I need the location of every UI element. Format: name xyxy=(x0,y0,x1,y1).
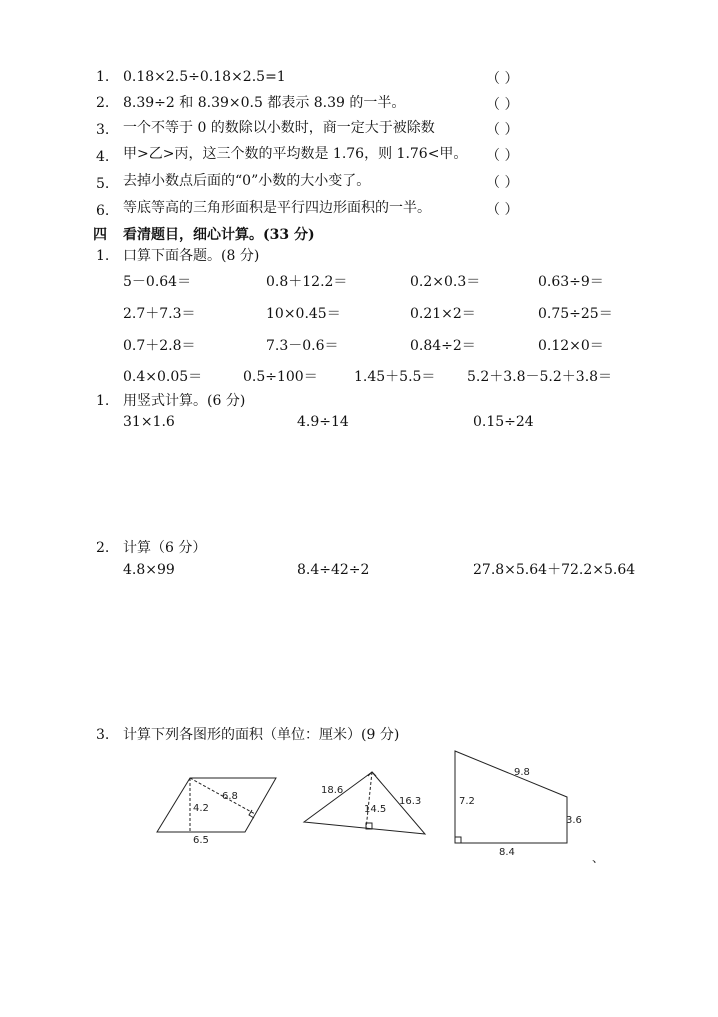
trailing-mark: 、 xyxy=(592,851,605,865)
section4-num: 四 xyxy=(93,227,107,243)
judge-num-6: 6. xyxy=(96,203,110,219)
calc-num: 2. xyxy=(96,540,110,556)
oral-cell-r2c4: 0.75÷25＝ xyxy=(538,306,613,322)
oral-cell-r3c3: 0.84÷2＝ xyxy=(410,338,476,354)
oral-title: 口算下面各题。(8 分) xyxy=(123,248,260,264)
area-title: 计算下列各图形的面积（单位：厘米）(9 分) xyxy=(123,727,400,743)
triangle-right-label: 16.3 xyxy=(399,796,422,807)
oral-cell-r4c3: 1.45＋5.5＝ xyxy=(354,369,436,385)
judge-num-2: 2. xyxy=(96,95,110,111)
trapezoid-bottom-label: 8.4 xyxy=(499,847,515,858)
trapezoid-left-label: 7.2 xyxy=(459,796,475,807)
judge-paren-4[interactable]: （ ） xyxy=(486,148,519,164)
judge-num-3: 3. xyxy=(96,122,110,138)
triangle-height-label: 14.5 xyxy=(364,804,387,815)
calc-item-1: 4.8×99 xyxy=(123,562,175,578)
trapezoid-right-label: 3.6 xyxy=(566,815,582,826)
trapezoid-right-angle-mark xyxy=(455,837,461,843)
calc-title: 计算（6 分） xyxy=(123,540,207,556)
parallelogram-figure xyxy=(157,778,276,832)
judge-text-4: 甲>乙>丙，这三个数的平均数是 1.76，则 1.76<甲。 xyxy=(123,146,468,162)
calc-item-3: 27.8×5.64＋72.2×5.64 xyxy=(473,562,636,578)
judge-text-6: 等底等高的三角形面积是平行四边形面积的一半。 xyxy=(123,200,431,216)
oral-cell-r4c4: 5.2＋3.8－5.2＋3.8＝ xyxy=(467,369,613,385)
triangle-height-line xyxy=(366,772,372,829)
judge-paren-1[interactable]: （ ） xyxy=(486,71,519,87)
oral-cell-r2c1: 2.7＋7.3＝ xyxy=(123,306,196,322)
judge-text-5: 去掉小数点后面的“0”小数的大小变了。 xyxy=(123,173,371,189)
oral-cell-r4c1: 0.4×0.05＝ xyxy=(123,369,203,385)
oral-num: 1. xyxy=(96,248,110,264)
parallelogram-base-label: 6.5 xyxy=(193,835,209,846)
oral-cell-r3c4: 0.12×0＝ xyxy=(538,338,604,354)
trapezoid-top-label: 9.8 xyxy=(514,767,530,778)
judge-paren-5[interactable]: （ ） xyxy=(486,175,519,191)
triangle-left-label: 18.6 xyxy=(321,785,344,796)
area-num: 3. xyxy=(96,727,110,743)
judge-paren-3[interactable]: （ ） xyxy=(486,122,519,138)
parallelogram-shape xyxy=(157,778,276,832)
parallelogram-height-label: 4.2 xyxy=(193,803,209,814)
vertical-item-2: 4.9÷14 xyxy=(297,414,349,430)
judge-paren-2[interactable]: （ ） xyxy=(486,97,519,113)
oral-cell-r1c4: 0.63÷9＝ xyxy=(538,274,604,290)
oral-cell-r3c1: 0.7＋2.8＝ xyxy=(123,338,196,354)
oral-cell-r4c2: 0.5÷100＝ xyxy=(243,369,318,385)
vertical-item-3: 0.15÷24 xyxy=(473,414,534,430)
vertical-title: 用竖式计算。(6 分) xyxy=(123,393,246,409)
judge-num-4: 4. xyxy=(96,149,110,165)
oral-cell-r2c3: 0.21×2＝ xyxy=(410,306,476,322)
judge-num-1: 1. xyxy=(96,69,110,85)
judge-num-5: 5. xyxy=(96,176,110,192)
oral-cell-r2c2: 10×0.45＝ xyxy=(266,306,341,322)
section4-title: 看清题目，细心计算。(33 分) xyxy=(123,227,315,243)
judge-text-2: 8.39÷2 和 8.39×0.5 都表示 8.39 的一半。 xyxy=(123,95,406,111)
judge-text-3: 一个不等于 0 的数除以小数时，商一定大于被除数 xyxy=(123,120,435,136)
parallelogram-slant-label: 6.8 xyxy=(222,791,238,802)
judge-text-1: 0.18×2.5÷0.18×2.5=1 xyxy=(123,69,286,85)
vertical-num: 1. xyxy=(96,393,110,409)
calc-item-2: 8.4÷42÷2 xyxy=(297,562,370,578)
oral-cell-r1c3: 0.2×0.3＝ xyxy=(410,274,481,290)
oral-cell-r1c2: 0.8＋12.2＝ xyxy=(266,274,348,290)
judge-paren-6[interactable]: （ ） xyxy=(486,202,519,218)
vertical-item-1: 31×1.6 xyxy=(123,414,175,430)
oral-cell-r1c1: 5－0.64＝ xyxy=(123,274,192,290)
oral-cell-r3c2: 7.3－0.6＝ xyxy=(266,338,339,354)
